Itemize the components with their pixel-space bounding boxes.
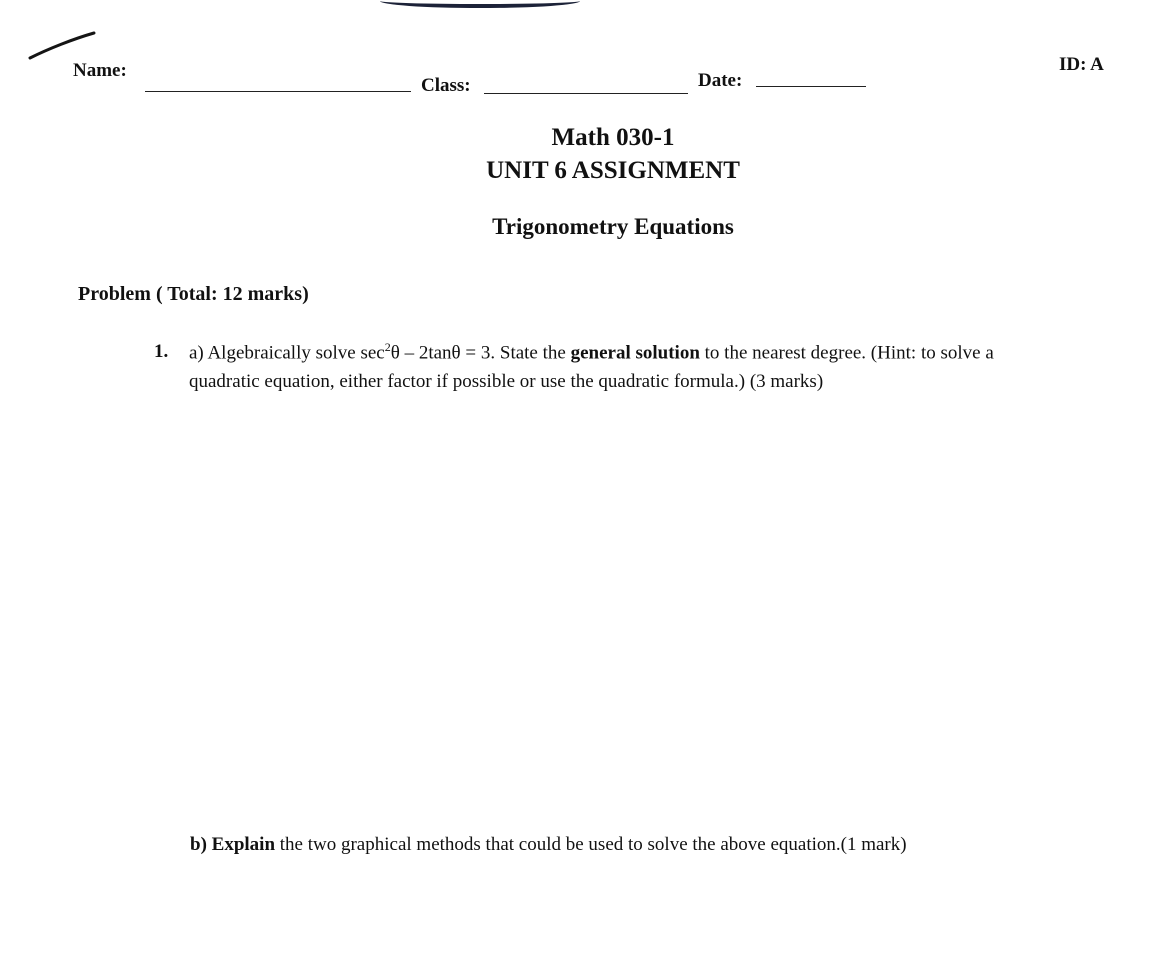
question-1a-after-equation: . State the [490,342,571,364]
question-1b [190,834,907,856]
id-label: ID: A [1059,54,1104,75]
name-label: Name: [73,60,127,81]
equation-exponent: 2 [384,340,391,354]
question-1b-text: the two graphical methods that could be used to solve the above equation.(1 mark) [275,834,907,855]
topic-title: Trigonometry Equations [492,214,734,239]
class-label: Class: [421,75,471,96]
pen-stroke-mark [28,31,98,61]
name-field-line[interactable] [145,91,411,92]
question-1a-hint: to the nearest degree. (Hint: to solve a [699,342,994,364]
course-title: Math 030-1 [551,124,675,151]
class-field-line[interactable] [484,93,688,94]
date-field-line[interactable] [756,86,866,87]
question-1a-line-2: quadratic equation, either factor if possible or use the quadratic formula.) (3 marks) [189,371,824,392]
page-edge-arc [380,0,580,8]
equation-sec: sec [360,342,385,364]
date-label: Date: [698,70,743,91]
general-solution-emphasis: general solution [570,342,700,364]
problem-heading: Problem ( Total: 12 marks) [78,283,309,305]
question-1b-lead: b) Explain [190,834,276,855]
question-1a-prefix: a) Algebraically solve [189,342,361,364]
question-1a-line-1 [189,340,994,364]
question-number: 1. [154,341,169,362]
equation-rest: θ – 2tanθ = 3 [390,342,491,364]
unit-title: UNIT 6 ASSIGNMENT [486,157,740,184]
